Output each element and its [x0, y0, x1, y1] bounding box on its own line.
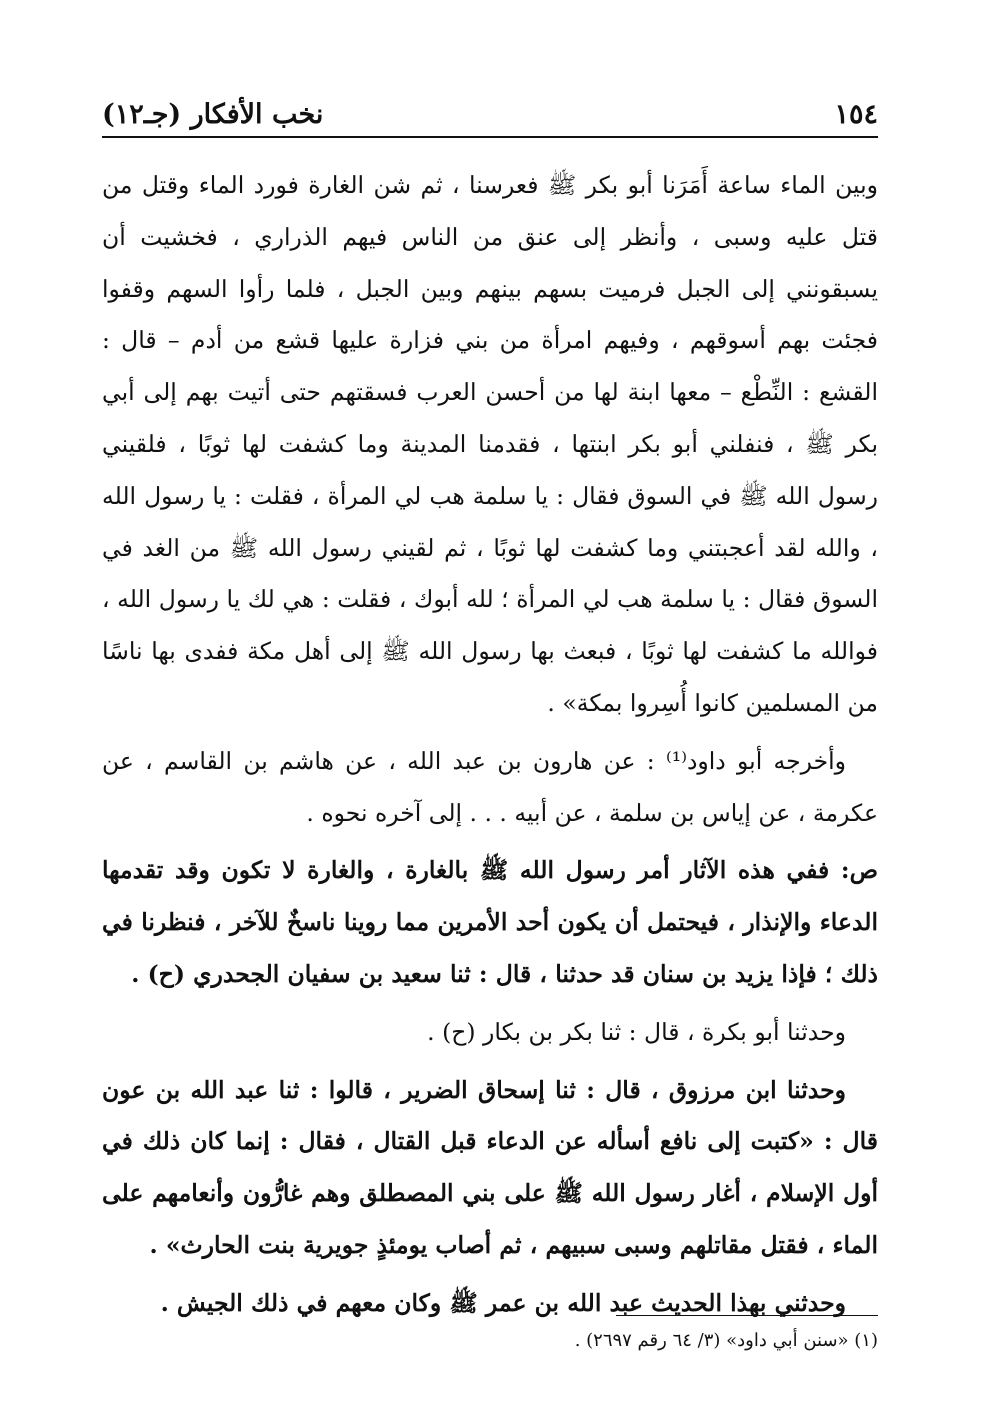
paragraph-abu-bakra: وحدثنا أبو بكرة ، قال : ثنا بكر بن بكار (ح) . — [427, 1017, 846, 1046]
page-number: ١٥٤ — [834, 99, 878, 130]
footnote-divider — [616, 1315, 878, 1316]
footnote: (١) «سنن أبي داود» (٣/ ٦٤ رقم ٢٦٩٧) . — [574, 1330, 878, 1351]
paragraph-abu-dawud: وأخرجه أبو داود⁽¹⁾ : عن هارون بن عبد الله ، عن هاشم بن القاسم ، عن عكرمة ، عن إياس بن سلمة ، عن أبيه . . . إلى آخره نحوه . — [102, 746, 878, 827]
paragraph-ibn-marzuq: وحدثنا ابن مرزوق ، قال : ثنا إسحاق الضرير ، قالوا : ثنا عبد الله بن عون قال : «كتبت إلى نافع أسأله عن الدعاء قبل القتال ، فقال : إنما كان ذلك في أول الإسلام ، أغار رسول الله ﷺ على بني المصطلق وهم غارُّون وأنعامهم على الماء ، فقتل مقاتلهم وسبى سبيهم ، ثم أصاب يومئذٍ جويرية بنت الحارث» . — [102, 1075, 878, 1259]
paragraph-ibn-umar: وحدثني بهذا الحديث عبد الله بن عمر ﷺ وكان معهم في ذلك الجيش . — [160, 1288, 846, 1317]
book-title: نخب الأفكار (جـ١٢) — [102, 99, 324, 130]
book-page — [102, 92, 878, 1362]
paragraph-hadith-continuation: وبين الماء ساعة أَمَرَنا أبو بكر ﷺ فعرسنا ، ثم شن الغارة فورد الماء وقتل من قتل عليه وسبى ، وأنظر إلى عنق من الناس فيهم الذراري ، فخشيت أن يسبقونني إلى الجبل فرميت بسهم بينهم وبين الجبل ، فلما رأوا السهم وقفوا فجئت بهم أسوقهم ، وفيهم امرأة من بني فزارة عليها قشع من أدم – قال : القشع : النِّطْع – معها ابنة لها من أحسن العرب فسقتهم حتى أتيت بهم إلى أبي بكر ﷺ ، فنفلني أبو بكر ابنتها ، فقدمنا المدينة وما كشفت لها ثوبًا ، فلقيني رسول الله ﷺ في السوق فقال : يا سلمة هب لي المرأة ، فقلت : يا رسول الله ، والله لقد أعجبتني وما كشفت لها ثوبًا ، ثم لقيني رسول الله ﷺ من الغد في السوق فقال : يا سلمة هب لي المرأة ؛ لله أبوك ، فقلت : هي لك يا رسول الله ، فوالله ما كشفت لها ثوبًا ، فبعث بها رسول الله ﷺ إلى أهل مكة ففدى بها ناسًا من المسلمين كانوا أُسِروا بمكة» . — [102, 171, 878, 717]
paragraph-commentary: ص: ففي هذه الآثار أمر رسول الله ﷺ بالغارة ، والغارة لا تكون وقد تقدمها الدعاء والإنذار ، فيحتمل أن يكون أحد الأمرين مما روينا ناسخٌ للآخر ، فنظرنا في ذلك ؛ فإذا يزيد بن سنان قد حدثنا ، قال : ثنا سعيد بن سفيان الجحدري (ح) . — [102, 856, 878, 988]
page-body — [102, 160, 878, 1330]
header-divider — [102, 136, 878, 138]
running-header — [102, 92, 878, 132]
